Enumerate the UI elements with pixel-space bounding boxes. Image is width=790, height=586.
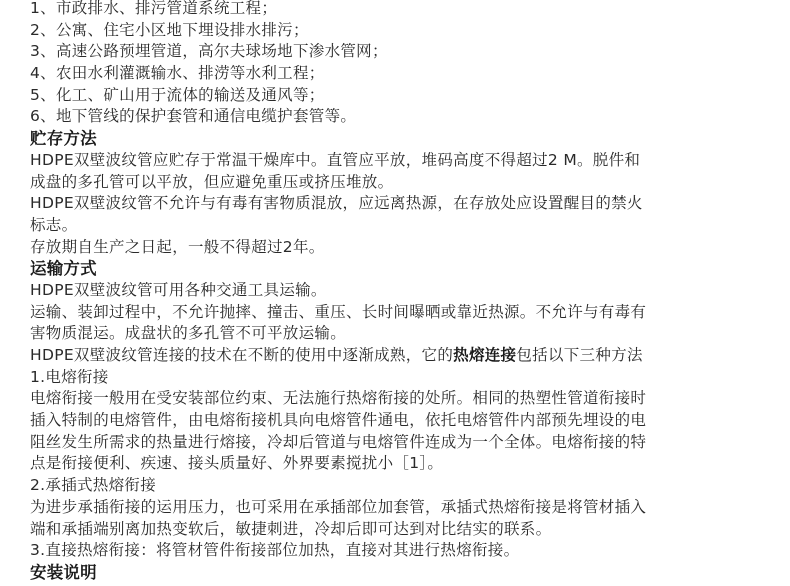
article-body <box>30 0 775 586</box>
install-heading: 安装说明 <box>30 562 97 582</box>
transport-line-2: 运输、装卸过程中，不允许抛摔、撞击、重压、长时间曝晒或靠近热源。不允许与有毒有 <box>30 302 647 321</box>
transport-line-1: HDPE双壁波纹管可用各种交通工具运输。 <box>30 280 327 299</box>
electrofusion-line-1: 电熔衔接一般用在受安装部位约束、无法施行热熔衔接的处所。相同的热塑性管道衔接时 <box>30 389 647 408</box>
transport-line-3: 害物质混运。成盘状的多孔管不可平放运输。 <box>30 324 347 343</box>
direct-fusion-line: 3.直接热熔衔接：将管材管件衔接部位加热，直接对其进行热熔衔接。 <box>30 541 520 560</box>
storage-line-3: HDPE双壁波纹管不允许与有毒有害物质混放，应远离热源，在存放处应设置醒目的禁火 <box>30 194 643 213</box>
use-item-1: 1、市政排水、排污管道系统工程； <box>30 0 278 17</box>
electrofusion-title: 1.电熔衔接 <box>30 367 109 386</box>
socket-fusion-line-1: 为进步承插衔接的运用压力，也可采用在承插部位加套管，承插式热熔衔接是将管材插入 <box>30 497 647 516</box>
socket-fusion-title: 2.承插式热熔衔接 <box>30 476 156 495</box>
storage-line-4: 标志。 <box>30 215 78 234</box>
electrofusion-line-2: 插入特制的电熔管件，由电熔衔接机具向电熔管件通电，依托电熔管件内部预先埋设的电 <box>30 411 647 430</box>
transport-heading: 运输方式 <box>30 259 97 279</box>
connection-intro-bold: 热熔连接 <box>453 346 517 364</box>
use-item-3: 3、高速公路预埋管道，高尔夫球场地下渗水管网； <box>30 42 388 61</box>
use-item-5: 5、化工、矿山用于流体的输送及通风等； <box>30 85 325 104</box>
electrofusion-line-4: 点是衔接便利、疾速、接头质量好、外界要素搅扰小［1］。 <box>30 454 444 473</box>
use-item-6: 6、地下管线的保护套管和通信电缆护套管等。 <box>30 107 357 126</box>
connection-intro-after: 包括以下三种方法 <box>516 346 643 364</box>
electrofusion-line-3: 阻丝发生所需求的热量进行熔接，冷却后管道与电熔管件连成为一个全体。电熔衔接的特 <box>30 432 647 451</box>
connection-intro <box>30 345 775 367</box>
storage-line-1: HDPE双壁波纹管应贮存于常温干燥库中。直管应平放，堆码高度不得超过2 M。脱件和 <box>30 150 641 169</box>
storage-line-5: 存放期自生产之日起，一般不得超过2年。 <box>30 237 325 256</box>
connection-intro-before: HDPE双壁波纹管连接的技术在不断的使用中逐渐成熟，它的 <box>30 346 454 364</box>
storage-heading: 贮存方法 <box>30 129 97 149</box>
use-item-4: 4、农田水利灌溉输水、排涝等水利工程； <box>30 64 325 83</box>
use-item-2: 2、公寓、住宅小区地下埋设排水排污； <box>30 20 309 39</box>
socket-fusion-line-2: 端和承插端别离加热变软后，敏捷刺进，冷却后即可达到对比结实的联系。 <box>30 519 552 538</box>
storage-line-2: 成盘的多孔管可以平放，但应避免重压或挤压堆放。 <box>30 172 394 191</box>
